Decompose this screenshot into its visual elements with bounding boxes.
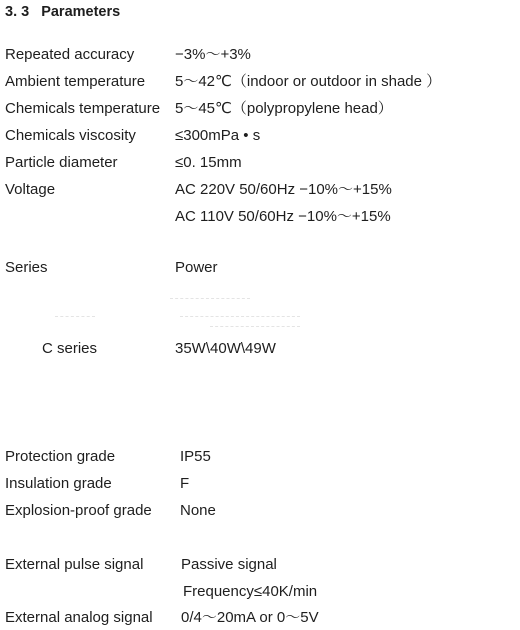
param-label: Particle diameter <box>5 154 118 171</box>
grade-value: None <box>180 502 216 519</box>
param-value: ≤300mPa • s <box>175 127 261 144</box>
faint-divider <box>55 316 95 317</box>
grade-label: Insulation grade <box>5 475 112 492</box>
grade-label: Explosion-proof grade <box>5 502 152 519</box>
param-value: −3%～+3% <box>175 46 251 63</box>
faint-divider <box>180 316 300 317</box>
faint-divider <box>170 298 250 299</box>
signal-value: Passive signal <box>181 556 277 573</box>
signal-value: Frequency≤40K/min <box>183 583 318 600</box>
series-row-label: C series <box>42 340 98 357</box>
grade-value: IP55 <box>180 448 211 465</box>
param-label: Chemicals viscosity <box>5 127 136 144</box>
grade-value: F <box>180 475 190 492</box>
param-label: Ambient temperature <box>5 73 146 90</box>
param-label: Chemicals temperature <box>5 100 161 117</box>
param-value: 5～42℃（indoor or outdoor in shade ） <box>175 73 442 90</box>
section-heading <box>5 3 120 21</box>
section-number: 3. 3 <box>5 4 30 20</box>
param-value: 5～45℃（polypropylene head） <box>175 100 393 117</box>
signal-label: External pulse signal <box>5 556 144 573</box>
signal-label: External analog signal <box>5 609 153 626</box>
param-value: AC 220V 50/60Hz −10%～+15% <box>175 181 392 198</box>
param-value: AC 110V 50/60Hz −10%～+15% <box>175 208 391 225</box>
grade-label: Protection grade <box>5 448 116 465</box>
series-row-value: 35W\40W\49W <box>175 340 276 357</box>
section-title: Parameters <box>41 4 121 20</box>
faint-divider <box>210 326 300 327</box>
series-header-label: Series <box>5 259 48 276</box>
param-value: ≤0. 15mm <box>175 154 242 171</box>
param-label: Voltage <box>5 181 56 198</box>
param-label: Repeated accuracy <box>5 46 135 63</box>
signal-value: 0/4～20mA or 0～5V <box>181 609 319 626</box>
series-header-value: Power <box>175 259 218 276</box>
